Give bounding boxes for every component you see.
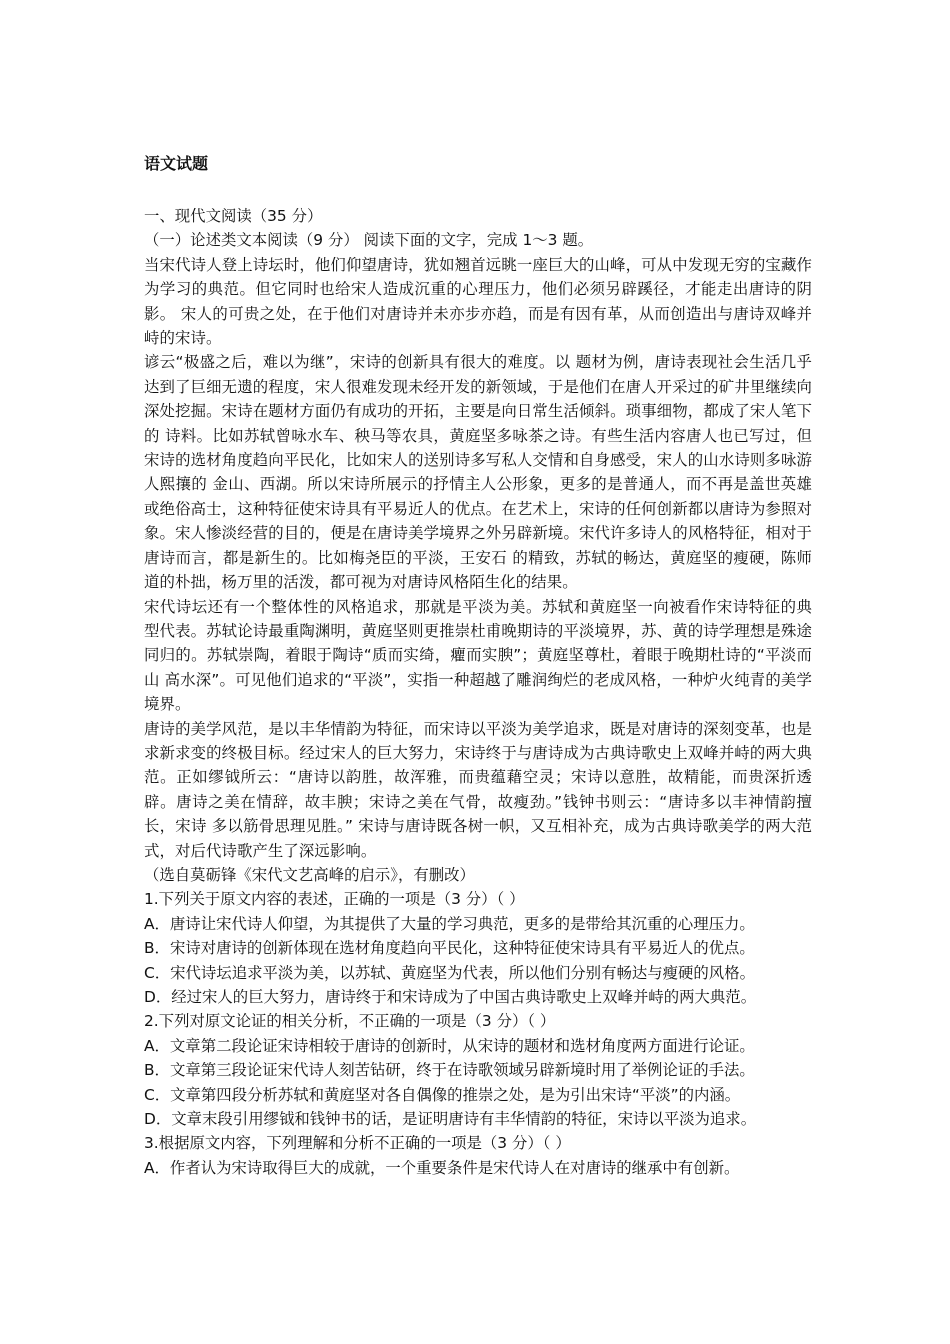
answer-option: C．宋代诗坛追求平淡为美，以苏轼、黄庭坚为代表，所以他们分别有畅达与瘦硬的风格。 xyxy=(144,963,755,982)
passage-paragraph: 当宋代诗人登上诗坛时，他们仰望唐诗，犹如翘首远眺一座巨大的山峰，可从中发现无穷的宝藏作为学习的典范。但它同时也给宋人造成沉重的心理压力，他们必须另辟蹊径，才能走出唐诗的阴影。 宋人的可贵之处，在于他们对唐诗并未亦步亦趋，而是有因有革，从而创造出与唐诗双峰并峙的宋诗。 xyxy=(144,255,812,348)
answer-option: D．经过宋人的巨大努力，唐诗终于和宋诗成为了中国古典诗歌史上双峰并峙的两大典范。 xyxy=(144,988,757,1006)
sub-heading: （一）论述类文本阅读（9 分） 阅读下面的文字，完成 1～3 题。 xyxy=(144,231,594,250)
answer-option: D．文章末段引用缪钺和钱钟书的话，是证明唐诗有丰华情韵的特征，宋诗以平淡为追求。 xyxy=(144,1110,757,1129)
passage-paragraph: 唐诗的美学风范，是以丰华情韵为特征，而宋诗以平淡为美学追求，既是对唐诗的深刻变革，也是求新求变的终极目标。经过宋人的巨大努力，宋诗终于与唐诗成为古典诗歌史上双峰并峙的两大典 范。正如缪钺所云：“唐诗以韵胜，故浑雅，而贵蕴藉空灵；宋诗以意胜，故精能，而贵深折透辟。唐诗之美在情辞，故丰腴；宋诗之美在气骨，故瘦劲。”钱钟书则云：“唐诗多以丰神情韵擅长，宋诗 多以筋骨思理见胜。” 宋诗与唐诗既各树一帜，又互相补充，成为古典诗歌美学的两大范式，对后代诗歌产生了深远影响。 xyxy=(144,719,812,860)
answer-option: A．文章第二段论证宋诗相较于唐诗的创新时，从宋诗的题材和选材角度两方面进行论证。 xyxy=(144,1036,755,1055)
passage-paragraph: 谚云“极盛之后，难以为继”，宋诗的创新具有很大的难度。以 题材为例，唐诗表现社会生活几乎达到了巨细无遗的程度，宋人很难发现未经开发的新领域，于是他们在唐人开采过的矿井里继续向 深处挖掘。宋诗在题材方面仍有成功的开拓，主要是向日常生活倾斜。琐事细物，都成了宋人笔下的 诗料。比如苏轼曾咏水车、秧马等农具，黄庭坚多咏茶之诗。有些生活内容唐人也已写过，但宋诗的选材角度趋向平民化，比如宋人的送别诗多写私人交情和自身感受，宋人的山水诗则多咏游人熙攘的 金山、西湖。所以宋诗所展示的抒情主人公形象，更多的是普通人，而不再是盖世英雄或绝俗高士，这种特征使宋诗具有平易近人的优点。在艺术上，宋诗的任何创新都以唐诗为参照对象。宋人惨淡经营的目的，便是在唐诗美学境界之外另辟新境。宋代许多诗人的风格特征，相对于唐诗而言，都是新生的。比如梅尧臣的平淡，王安石 的精致，苏轼的畅达，黄庭坚的瘦硬，陈师道的朴拙，杨万里的活泼，都可视为对唐诗风格陌生化的结果。 xyxy=(144,353,812,592)
answer-option: A．作者认为宋诗取得巨大的成就，一个重要条件是宋代诗人在对唐诗的继承中有创新。 xyxy=(144,1158,740,1177)
passage-paragraph: 宋代诗坛还有一个整体性的风格追求，那就是平淡为美。苏轼和黄庭坚一向被看作宋诗特征的典 型代表。苏轼论诗最重陶渊明，黄庭坚则更推崇杜甫晚期诗的平淡境界，苏、黄的诗学理想是殊途同归的。苏轼崇陶，着眼于陶诗“质而实绮，癯而实腴”；黄庭坚尊杜，着眼于晚期杜诗的“平淡而山 高水深”。可见他们追求的“平淡”，实指一种超越了雕润绚烂的老成风格，一种炉火纯青的美学境界。 xyxy=(144,597,812,714)
question-stem: 3.根据原文内容，下列理解和分析不正确的一项是（3 分）（ ） xyxy=(144,1134,571,1153)
answer-option: B．宋诗对唐诗的创新体现在选材角度趋向平民化，这种特征使宋诗具有平易近人的优点。 xyxy=(144,939,755,958)
answer-option: B．文章第三段论证宋代诗人刻苦钻研，终于在诗歌领域另辟新境时用了举例论证的手法。 xyxy=(144,1061,755,1080)
source-note: （选自莫砺锋《宋代文艺高峰的启示》，有删改） xyxy=(144,865,475,884)
question-stem: 1.下列关于原文内容的表述，正确的一项是（3 分）（ ） xyxy=(144,890,525,909)
answer-option: A．唐诗让宋代诗人仰望，为其提供了大量的学习典范，更多的是带给其沉重的心理压力。 xyxy=(144,914,755,933)
exam-title: 语文试题 xyxy=(144,154,209,173)
section-heading: 一、现代文阅读（35 分） xyxy=(144,207,323,225)
question-stem: 2.下列对原文论证的相关分析，不正确的一项是（3 分）（ ） xyxy=(144,1012,556,1031)
answer-option: C．文章第四段分析苏轼和黄庭坚对各自偶像的推崇之处，是为引出宋诗“平淡”的内涵。 xyxy=(144,1085,741,1104)
exam-page xyxy=(144,152,812,1180)
